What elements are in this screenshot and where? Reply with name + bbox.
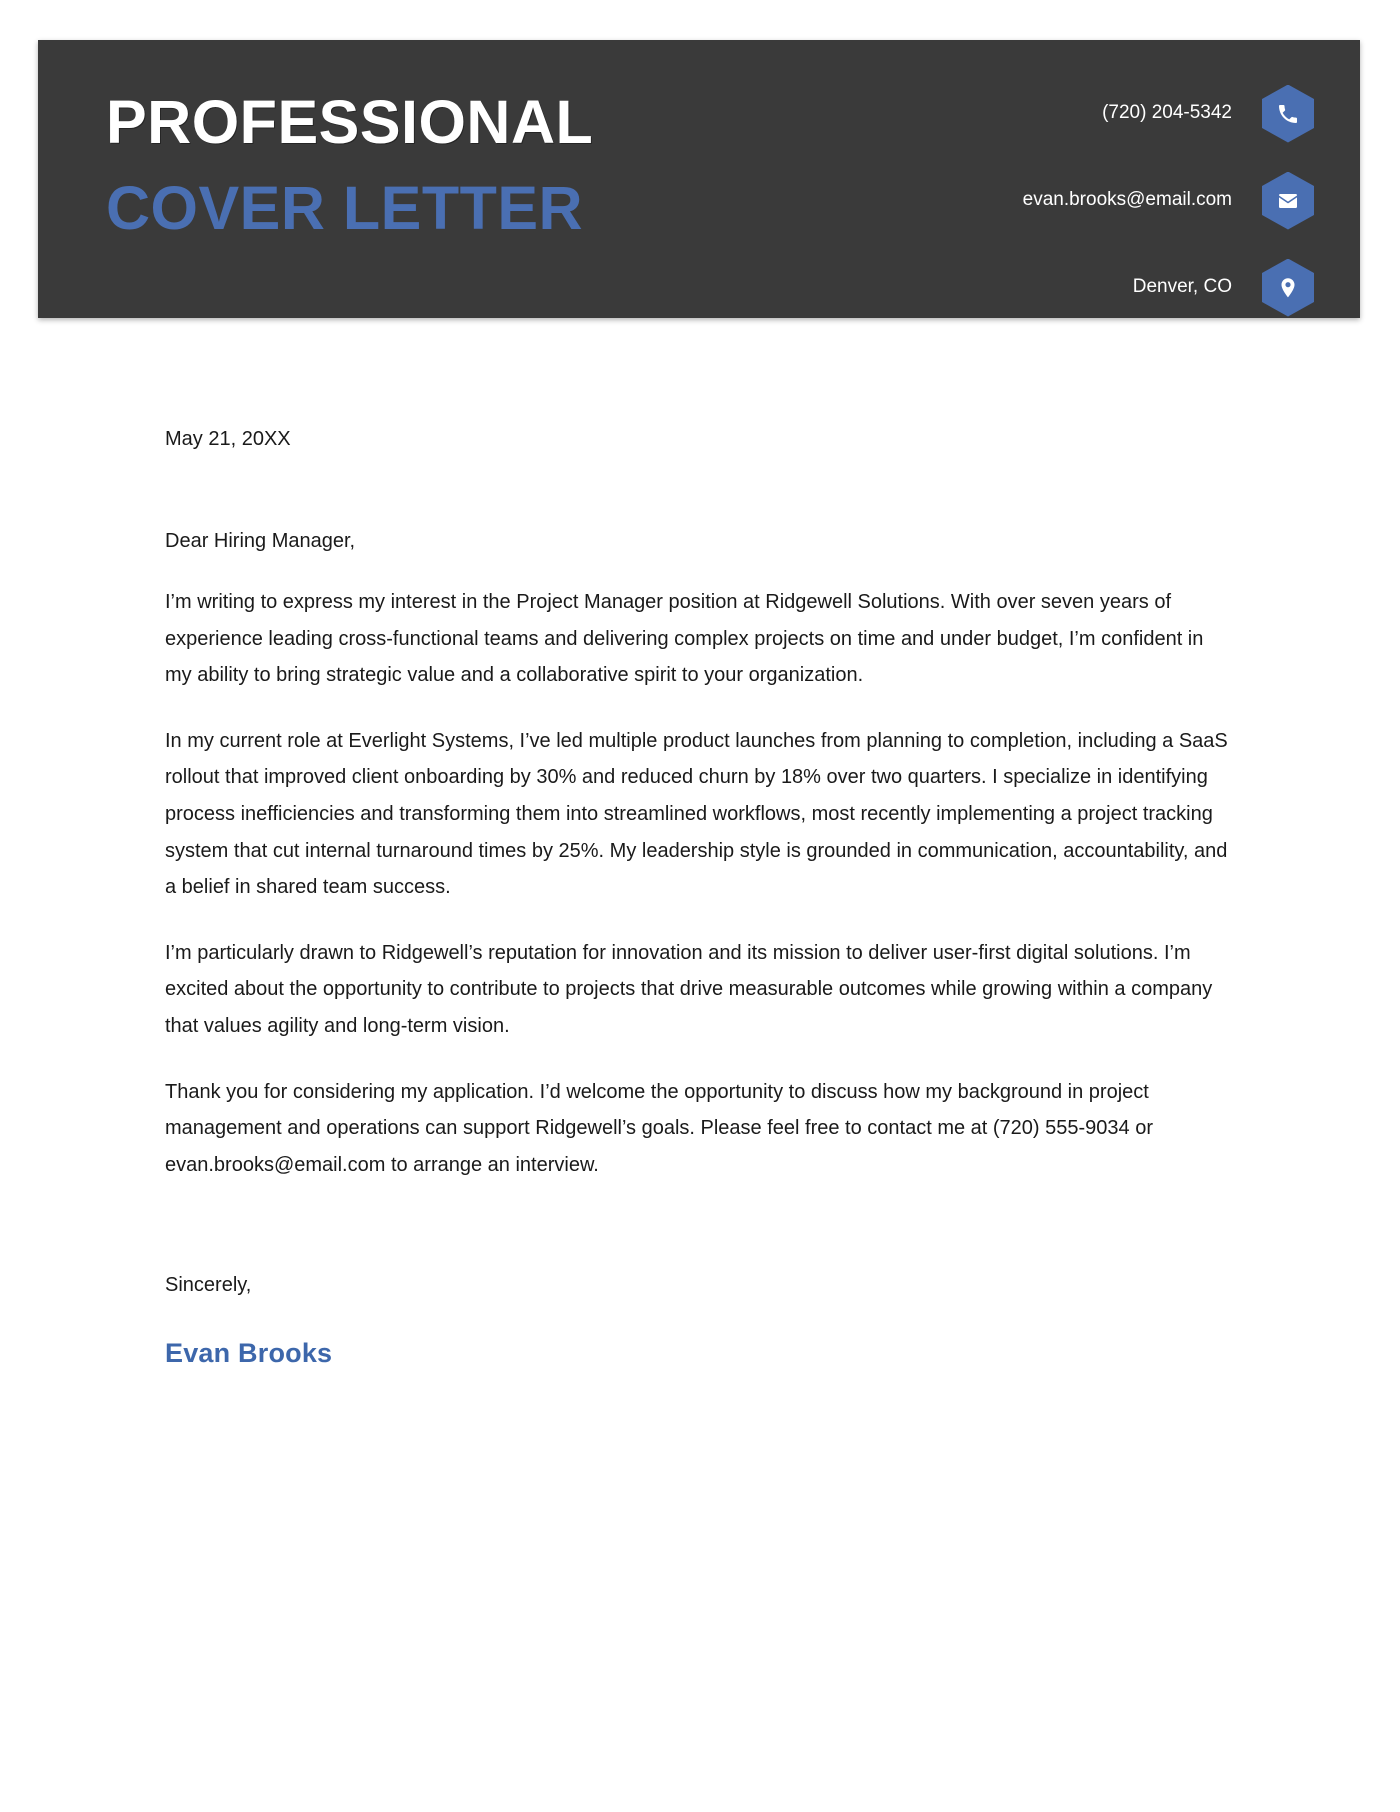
letter-signature-name: Evan Brooks [165,1338,333,1369]
hex-badge-email [1262,157,1314,244]
letter-paragraph-4: Thank you for considering my application. I’d welcome the opportunity to discuss how my background in project management and operations can support Ridgewell’s goals. Please feel free to contact me at (720) 555-9034 or evan.brooks@email.com to arrange an interview. [165,1080,1154,1176]
contact-location-text: Denver, CO [1132,276,1232,298]
map-pin-icon [1276,276,1300,300]
letter-paragraph-3: I’m particularly drawn to Ridgewell’s reputation for innovation and its mission to deliver user-first digital solutions. I’m excited about the opportunity to contribute to projects that drive measurable outcomes while growing within a company that values agility and long-term vision. [165,941,1213,1037]
contact-row-phone [1102,70,1232,157]
letter-paragraph-1: I’m writing to express my interest in the Project Manager position at Ridgewell Solutions. With over seven years of experience leading cross-functional teams and delivering complex projects on time and under budget, I’m confident in my ability to bring strategic value and a collaborative spirit to your organization. [165,591,1204,687]
contact-icon-stack [1252,70,1324,331]
letter-date: May 21, 20XX [165,428,291,450]
contact-row-location [1133,244,1232,331]
hex-badge-phone [1262,70,1314,157]
document-header-bar [38,40,1360,318]
contact-info-list [672,70,1232,331]
phone-icon [1276,102,1300,126]
contact-email-text: evan.brooks@email.com [1022,189,1232,211]
letter-closing: Sincerely, [165,1274,252,1297]
letter-paragraph-2: In my current role at Everlight Systems, I’ve led multiple product launches from planning to completion, including a SaaS rollout that improved client onboarding by 30% and reduced churn by 18% over two quarters. I specialize in identifying process inefficiencies and transforming them into streamlined workflows, most recently implementing a project tracking system that cut internal turnaround times by 25%. My leadership style is grounded in communication, accountability, and a belief in shared team success. [165,729,1228,899]
hex-badge-location [1262,244,1314,331]
envelope-icon [1276,189,1300,213]
letter-body [165,400,1230,1369]
contact-phone-text: (720) 204-5342 [1102,102,1232,124]
contact-row-email [1023,157,1232,244]
page-title-primary: PROFESSIONAL [106,88,594,156]
letter-salutation: Dear Hiring Manager, [165,530,356,552]
page-title-secondary: COVER LETTER [106,174,584,242]
